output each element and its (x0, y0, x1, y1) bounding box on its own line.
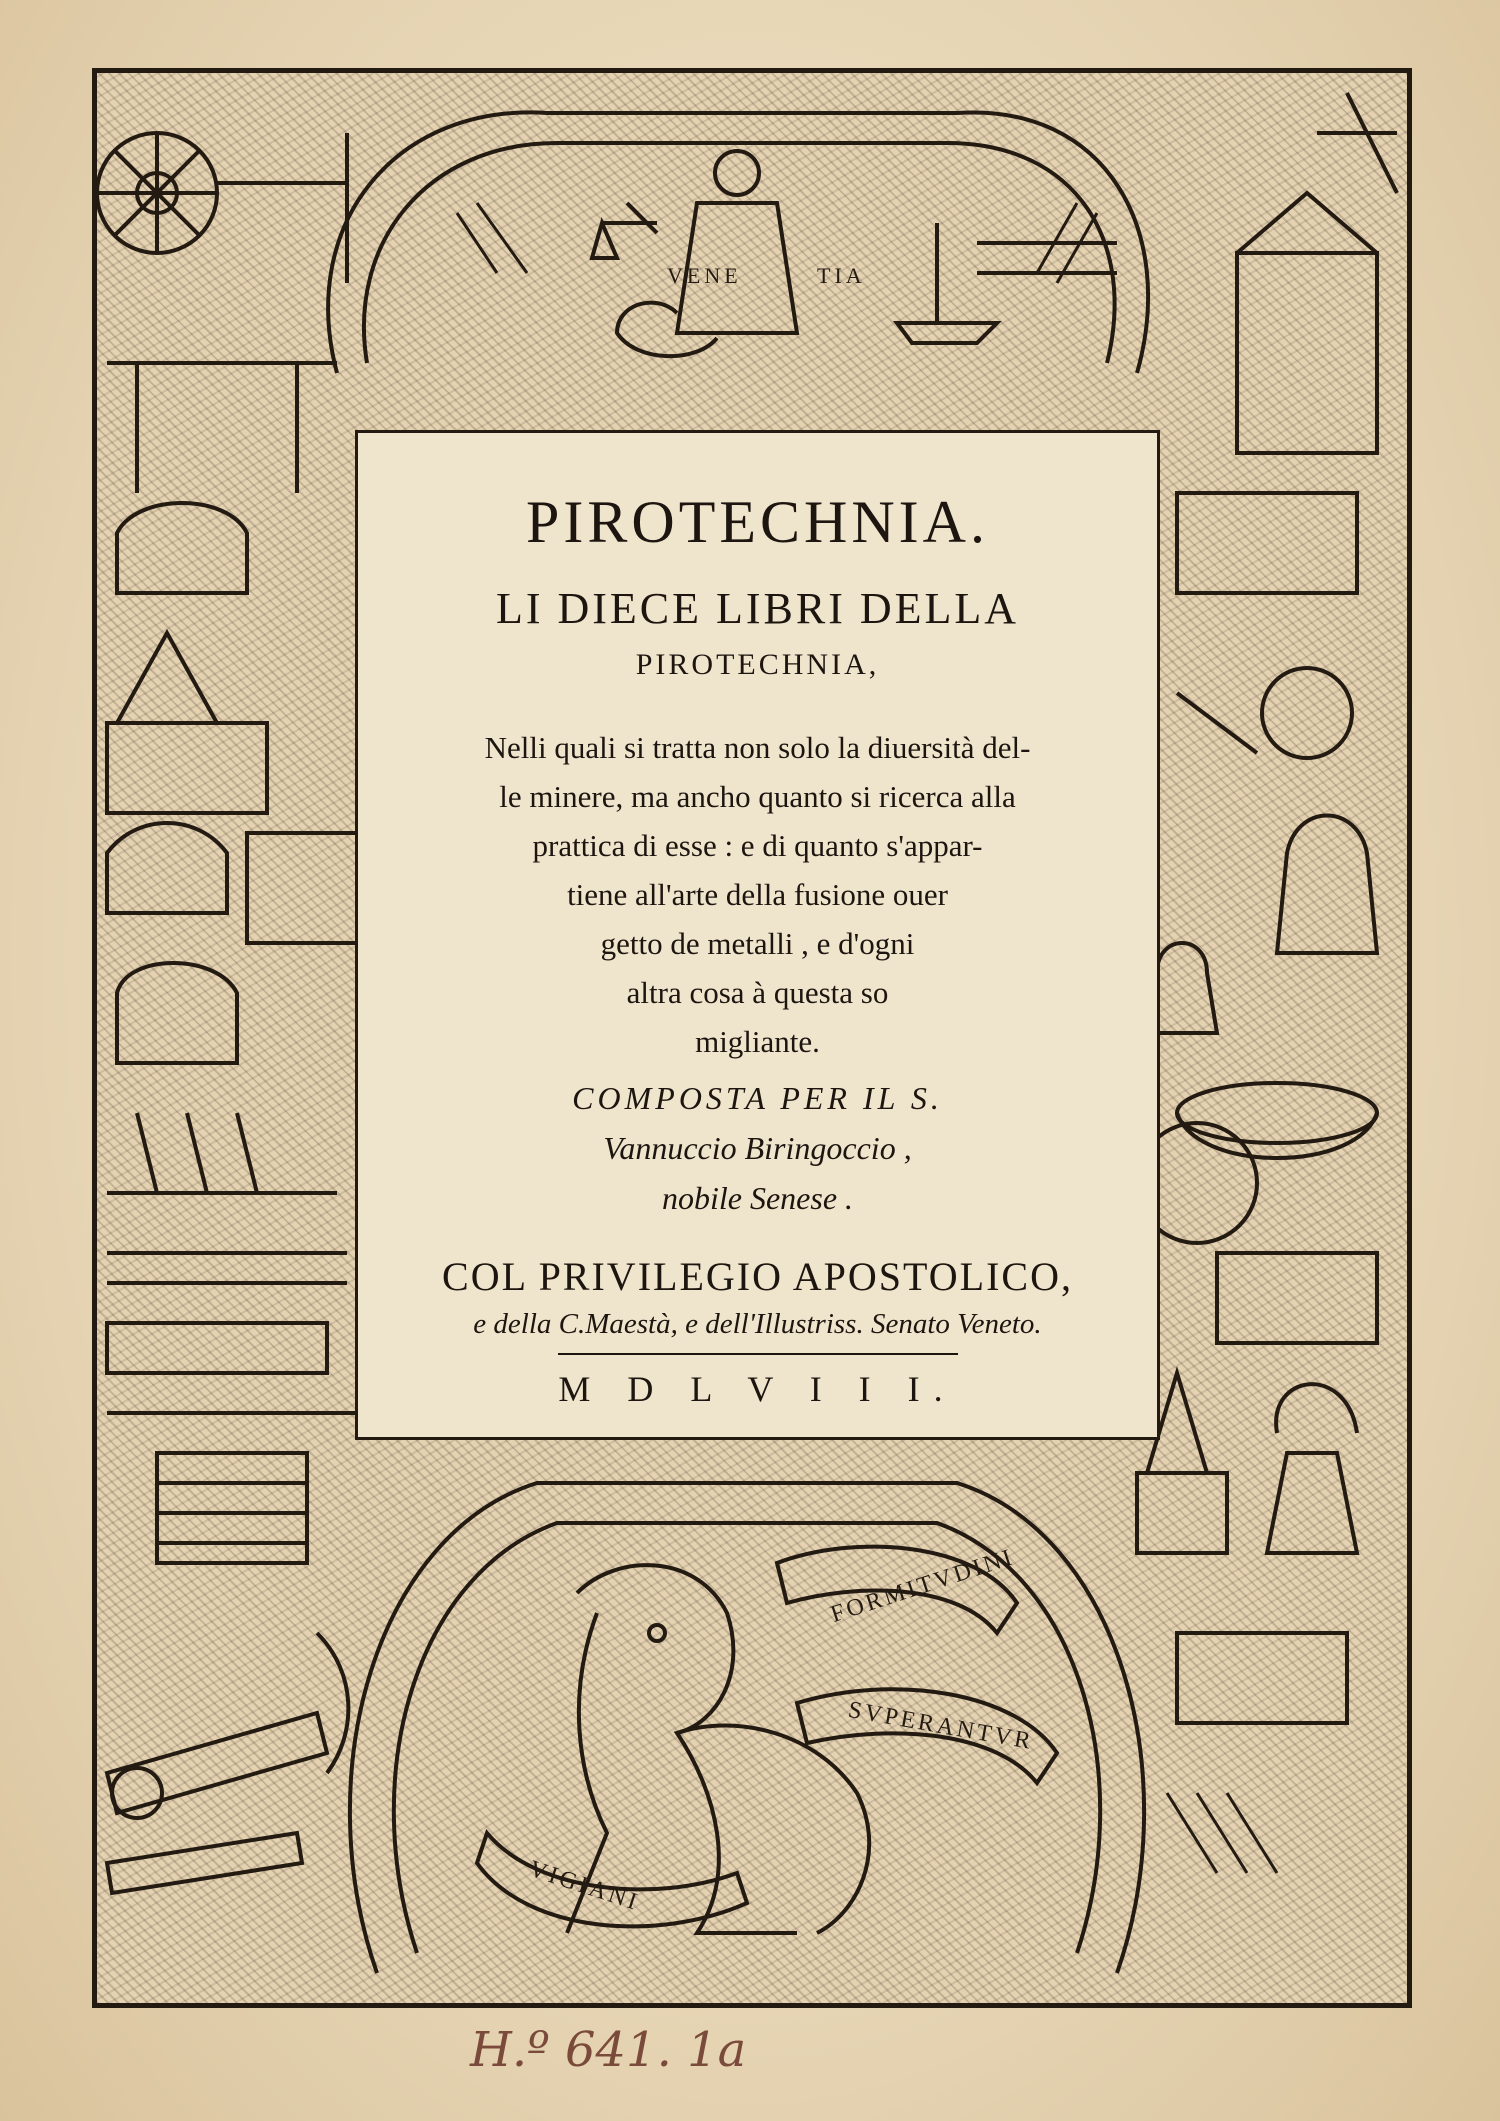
venetia-banner-right: TIA (817, 263, 866, 288)
author-line-1: COMPOSTA PER IL S. (572, 1080, 943, 1116)
lion-banner-text-1: FORMITVDINI (827, 1544, 1018, 1629)
book-title: PIROTECHNIA. (526, 489, 989, 555)
publication-date: M D L V I I I. (558, 1369, 957, 1409)
venetia-banner-left: VENE (667, 263, 742, 288)
title-text-panel (355, 430, 1160, 1440)
description-line: le minere, ma ancho quanto si ricerca alla (499, 779, 1016, 814)
description-line: migliante. (695, 1024, 820, 1059)
lion-banner-text-3: VIGIANI (525, 1855, 643, 1917)
book-description (358, 723, 1157, 1066)
book-subtitle-line-2: PIROTECHNIA, (635, 648, 880, 681)
author-line-3: nobile Senese . (661, 1180, 854, 1216)
privilege-line-1: COL PRIVILEGIO APOSTOLICO, (442, 1254, 1073, 1299)
description-line: altra cosa à questa so (626, 975, 889, 1010)
author-block (358, 1073, 1157, 1223)
handwritten-shelfmark: H.º 641. 1a (470, 2022, 747, 2078)
description-line: prattica di esse : e di quanto s'appar- (532, 828, 983, 863)
description-line: getto de metalli , e d'ogni (600, 926, 915, 961)
description-line: tiene all'arte della fusione ouer (567, 877, 948, 912)
description-line: Nelli quali si tratta non solo la diuersità del- (484, 730, 1031, 765)
date-divider (558, 1353, 958, 1355)
lion-banner-text-2: SVPERANTVR (846, 1696, 1036, 1756)
book-subtitle-line-1: LI DIECE LIBRI DELLA (495, 584, 1020, 633)
privilege-line-2: e della C.Maestà, e dell'Illustriss. Senato Veneto. (473, 1308, 1042, 1340)
author-line-2: Vannuccio Biringoccio , (603, 1130, 912, 1166)
